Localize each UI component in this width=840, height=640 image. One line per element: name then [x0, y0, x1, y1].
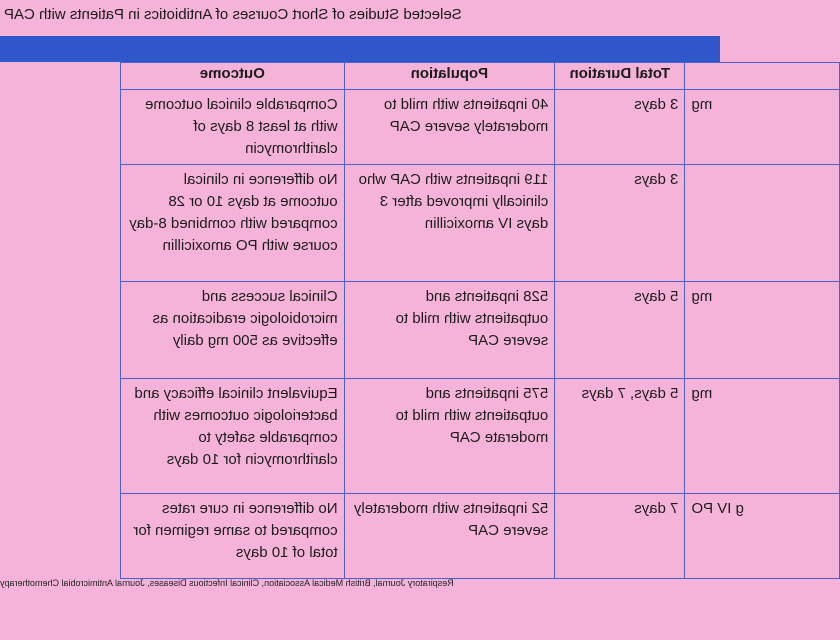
outcome-cell: Clinical success and microbiologic eradication as effective as 500 mg daily — [121, 282, 345, 379]
header-population: Population — [344, 63, 555, 90]
table-row — [121, 494, 840, 579]
outcome-cell: Comparable clinical outcome with at least 8 days of clarithromycin — [121, 90, 345, 165]
duration-cell: 3 days — [555, 90, 685, 165]
header-regimen — [685, 63, 840, 90]
outcome-cell: No difference in clinical outcome at days 10 or 28 compared with combined 8-day course with PO amoxicillin — [121, 165, 345, 282]
figure-title: Selected Studies of Short Courses of Antibiotics in Patients with CAP — [4, 6, 462, 23]
table-row — [121, 379, 840, 494]
population-cell: 575 inpatients and outpatients with mild to moderate CAP — [344, 379, 555, 494]
duration-cell: 5 days — [555, 282, 685, 379]
regimen-cell — [685, 165, 840, 282]
regimen-cell: mg — [685, 379, 840, 494]
population-cell: 528 inpatients and outpatients with mild to severe CAP — [344, 282, 555, 379]
duration-cell: 7 days — [555, 494, 685, 579]
regimen-cell: mg — [685, 282, 840, 379]
header-band — [0, 36, 720, 62]
header-outcome: Outcome — [121, 63, 345, 90]
population-cell: 40 inpatients with mild to moderately severe CAP — [344, 90, 555, 165]
table-header-row — [121, 63, 840, 90]
studies-table — [120, 62, 840, 579]
regimen-cell: mg — [685, 90, 840, 165]
regimen-cell: g IV PO — [685, 494, 840, 579]
duration-cell: 3 days — [555, 165, 685, 282]
outcome-cell: No difference in cure rates compared to same regimen for total of 10 days — [121, 494, 345, 579]
population-cell: 119 inpatients with CAP who clinically improved after 3 days IV amoxicillin — [344, 165, 555, 282]
table-row — [121, 90, 840, 165]
population-cell: 52 inpatients with moderately severe CAP — [344, 494, 555, 579]
table-row — [121, 282, 840, 379]
source-footnote: Respiratory Journal, British Medical Association, Clinical Infectious Diseases, Journal Antimicrobial Chemotherapy — [0, 578, 454, 588]
duration-cell: 5 days, 7 days — [555, 379, 685, 494]
outcome-cell: Equivalent clinical efficacy and bacteriologic outcomes with comparable safety to clarithromycin for 10 days — [121, 379, 345, 494]
header-total-duration: Total Duration — [555, 63, 685, 90]
table-row — [121, 165, 840, 282]
